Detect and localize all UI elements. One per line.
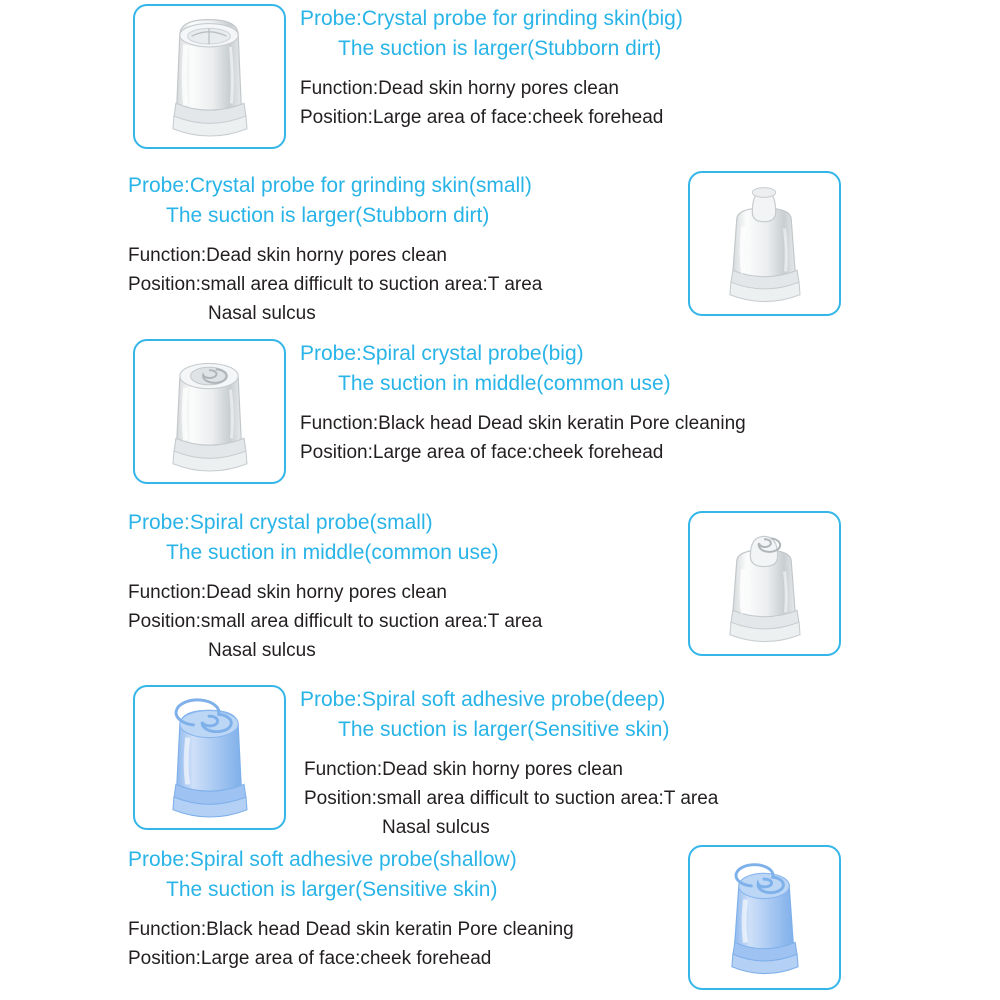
probe-image-card-spiral-soft-adhesive-deep	[133, 685, 286, 830]
probe-function-line: Function:Dead skin horny pores clean	[304, 759, 623, 780]
crystal-probe-small-icon	[690, 173, 839, 314]
probe-title-line2: The suction in middle(common use)	[338, 372, 671, 395]
spiral-crystal-probe-big-icon	[135, 341, 284, 482]
probe-title-line2: The suction is larger(Stubborn dirt)	[166, 204, 490, 227]
spiral-crystal-probe-small-icon	[690, 513, 839, 654]
probe-title-line1: Probe:Crystal probe for grinding skin(big)	[300, 7, 683, 30]
probe-title-line1: Probe:Crystal probe for grinding skin(small)	[128, 174, 532, 197]
probe-function-line: Function:Dead skin horny pores clean	[300, 78, 619, 99]
crystal-probe-big-icon	[135, 6, 284, 147]
probe-text-spiral-soft-adhesive-shallow	[128, 845, 688, 973]
probe-position-line: Position:small area difficult to suction area:T area	[304, 788, 719, 809]
probe-title-line2: The suction is larger(Sensitive skin)	[166, 878, 498, 901]
probe-image-card-spiral-crystal-probe-big	[133, 339, 286, 484]
probe-title-line2: The suction is larger(Stubborn dirt)	[338, 37, 662, 60]
probe-text-spiral-soft-adhesive-deep	[300, 685, 860, 842]
probe-title-line1: Probe:Spiral soft adhesive probe(shallow)	[128, 848, 517, 871]
probe-image-card-crystal-probe-big	[133, 4, 286, 149]
probe-image-card-crystal-probe-small	[688, 171, 841, 316]
probe-position-line2: Nasal sulcus	[382, 817, 490, 838]
probe-position-line2: Nasal sulcus	[208, 303, 316, 324]
probe-text-crystal-probe-big	[300, 4, 840, 132]
probe-position-line: Position:Large area of face:cheek forehead	[128, 948, 492, 969]
probe-text-spiral-crystal-probe-big	[300, 339, 860, 467]
probe-title-line1: Probe:Spiral crystal probe(big)	[300, 342, 584, 365]
spiral-soft-adhesive-probe-deep-icon	[135, 687, 284, 828]
probe-title-line1: Probe:Spiral soft adhesive probe(deep)	[300, 688, 666, 711]
probe-image-card-spiral-soft-adhesive-shallow	[688, 845, 841, 990]
probe-position-line: Position:Large area of face:cheek forehead	[300, 442, 664, 463]
probe-function-line: Function:Dead skin horny pores clean	[128, 582, 447, 603]
probe-title-line2: The suction in middle(common use)	[166, 541, 499, 564]
probe-function-line: Function:Black head Dead skin keratin Pore cleaning	[128, 919, 574, 940]
probe-text-crystal-probe-small	[128, 171, 668, 328]
probe-position-line: Position:Large area of face:cheek forehead	[300, 107, 664, 128]
probe-position-line: Position:small area difficult to suction area:T area	[128, 274, 543, 295]
spiral-soft-adhesive-probe-shallow-icon	[690, 847, 839, 988]
probe-function-line: Function:Black head Dead skin keratin Pore cleaning	[300, 413, 746, 434]
probe-title-line1: Probe:Spiral crystal probe(small)	[128, 511, 433, 534]
probe-function-line: Function:Dead skin horny pores clean	[128, 245, 447, 266]
probe-image-card-spiral-crystal-probe-small	[688, 511, 841, 656]
probe-position-line2: Nasal sulcus	[208, 640, 316, 661]
probe-text-spiral-crystal-probe-small	[128, 508, 688, 665]
probe-position-line: Position:small area difficult to suction area:T area	[128, 611, 543, 632]
probe-title-line2: The suction is larger(Sensitive skin)	[338, 718, 670, 741]
